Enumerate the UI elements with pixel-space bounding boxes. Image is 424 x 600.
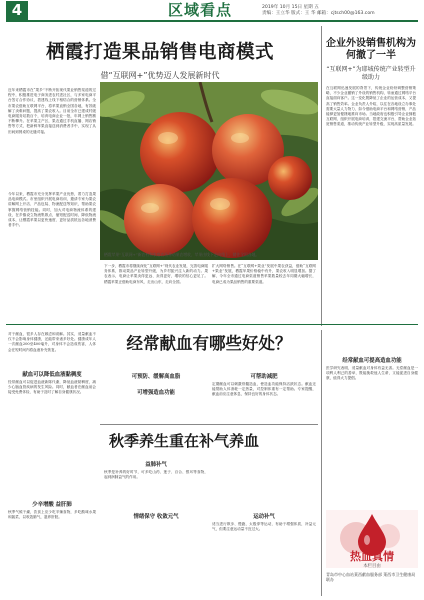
photo-caption: 栖霞苹果“互联网+”新农村和家庭农场带动果农增收，苹果由线下走向线上，销往全国各地。: [104, 252, 260, 257]
health-col-4-subhead: 经常献血可提高造血功能: [342, 358, 402, 364]
right-body: 在互联网迅速发展的背景下，传统企业纷纷调整营销策略，不少企业撤销了外设的销售机构，转而通过网络平台直接面向客户。这一变化既降低了企业的运营成本，又提高了销售效率。企业负责人介绍，以往在各地设立办事处需要大量人力物力，如今借助电商平台和网络营销，产品能够更加便捷地推向市场。当地政府也积极引导企业拥抱互联网，组织开展电商培训，搭建交流平台，帮助企业拓宽销售渠道，推动传统产业转型升级，实现高质量发展。: [326, 86, 416, 127]
health-col-3-subhead: 可帮助减肥: [250, 374, 278, 380]
main-subheadline: 借“互联网+”优势迈人发展新时代: [100, 71, 220, 80]
health-col-2: 经常献血可以促进血液新陈代谢，降低血液黏稠度，减少心脑血管疾病的发生风险。同时，献血者在献血前会接受免费体检，有助于及时了解自身健康状况。: [8, 380, 96, 395]
health-col-1: 对于献血，很多人存在顾虑和误解。其实，适量献血不仅不会影响身体健康，还能带来诸多好处。健康成年人一次献血200至400毫升，对身体不会造成伤害，人体会在短时间内将血液补充恢复。: [8, 332, 96, 352]
date-line: 2019年 10月 15日 星期 五: [262, 5, 319, 10]
autumn-headline: 秋季养生重在补气养血: [108, 432, 259, 450]
health-col-2-subhead: 可预防、缓解高血脂: [131, 374, 181, 380]
header-rule: [6, 20, 418, 22]
health-col-3: 定期献血可以刺激骨髓造血，使造血功能保持活跃状态。献血还能帮助人体消耗一定热量，对控制体重有一定帮助。专家提醒，献血前应注意休息，保持良好的身体状态。: [212, 382, 316, 397]
autumn-col-2-subhead: 益肺补气: [145, 462, 167, 468]
header-meta: [262, 5, 375, 17]
promo-footer: 青岛市中心血站莱西献血服务部 莱西市卫生健康局 联办: [326, 572, 416, 583]
right-subheadline: “互联网+”为耶城传统产业转型升级助力: [326, 66, 416, 81]
editor-line: 责编：王立华 版式：王 华 邮箱：cjtsch00@163.com: [262, 11, 375, 16]
apples-photo: [100, 82, 318, 260]
main-headline: 栖霞打造果品销售电商模式: [45, 42, 274, 63]
health-col-1-subhead: 献血可以降低血液黏稠度: [22, 372, 82, 378]
autumn-col-2: 秋季是补养的好时节，可多吃山药、莲子、百合、银耳等食物，起到润肺益气的作用。: [104, 470, 208, 480]
promo-subtitle: 本栏目由: [363, 564, 381, 569]
autumn-col-3: 适当进行散步、慢跑、太极拳等运动，有助于增强体质，补益元气，但要注意运动量不宜过大。: [212, 522, 316, 532]
autumn-top-rule: [100, 424, 318, 425]
main-col-3: 下一步，栖霞市将继续深化“互联网+”现代农业发展，完善电商服务体系，推动果品产业转型升级，为乡村振兴注入新的动力。果农表示，电商让苹果卖得更远、卖得更好，增收的信心更足了。栖霞苹果正借助电商东风，走出山东，走向全国。: [104, 264, 208, 284]
column-divider: [321, 26, 322, 326]
column-divider-lower: [321, 330, 322, 596]
autumn-col-2-subhead-2: 情绪保守 收敛元气: [133, 514, 179, 520]
main-col-1: 近年来栖霞市在“果乡”不断开拓现代果业销售渠道的过程中，积极推进电子商务进农村进社区，与多家电商平台签订合作协议，搭建线上线下相结合的营销体系。全市果农借助互联网平台，将苹果直销全国各地，有效破解了卖难问题，提高了果农收入。目前全市已建成村级电商服务站数百个，培育电商企业一批，年网上销售额不断攀升。在苹果主产区，果农通过手机直播、网店销售等方式，把新鲜苹果直接送到消费者手中，实现了从田间到餐桌的无缝对接。: [8, 88, 96, 134]
health-col-2-subhead-2: 可增强造血功能: [137, 390, 175, 396]
autumn-col-1-subhead: 少辛增酸 益肝肺: [32, 502, 72, 508]
main-col-2: 今年以来，栖霞市充分发挥苹果产业优势，着力打造果品电商模式。市里组织开展电商培训，邀请专家为果农讲解网上开店、产品包装、物流配送等知识，帮助果农掌握网络营销技能。同时，加大对电商物流体系的建设，在乡镇设立物流集散点，缩短配送时间，降低物流成本，让栖霞苹果以更快速度、更好品质抵达各地消费者手中。: [8, 192, 96, 228]
right-headline: 企业外设销售机构为何撤了一半: [326, 38, 416, 61]
page-number: 4: [6, 1, 28, 20]
promo-title: 热血真情: [350, 550, 394, 563]
section-rule: [6, 324, 418, 325]
health-headline: 经常献血有哪些好处？: [126, 334, 292, 353]
autumn-col-3-subhead: 运动补气: [253, 514, 275, 520]
autumn-col-1: 秋季气候干燥，饮食上应少吃辛辣食物，多吃酸味水果和蔬菜，以收敛肺气，滋养肝脏。: [8, 510, 96, 520]
section-title: 区域看点: [168, 1, 233, 19]
main-col-4: 扩大网络销售。在“互联网+果业”发展中果农获益，借助“互联网+果业”发展，栖霞苹果价格稳中有升，果农收入明显增加。据了解，今年全市通过电商渠道销售苹果数量较去年同期大幅增长，电商已成为果品销售的重要渠道。: [212, 264, 316, 284]
health-col-4: 医学研究表明，适量献血对身体有益无害。无偿献血是一项利人利己的善举，既能挽救他人生命，又能促进自身健康，值得大力提倡。: [326, 366, 418, 381]
